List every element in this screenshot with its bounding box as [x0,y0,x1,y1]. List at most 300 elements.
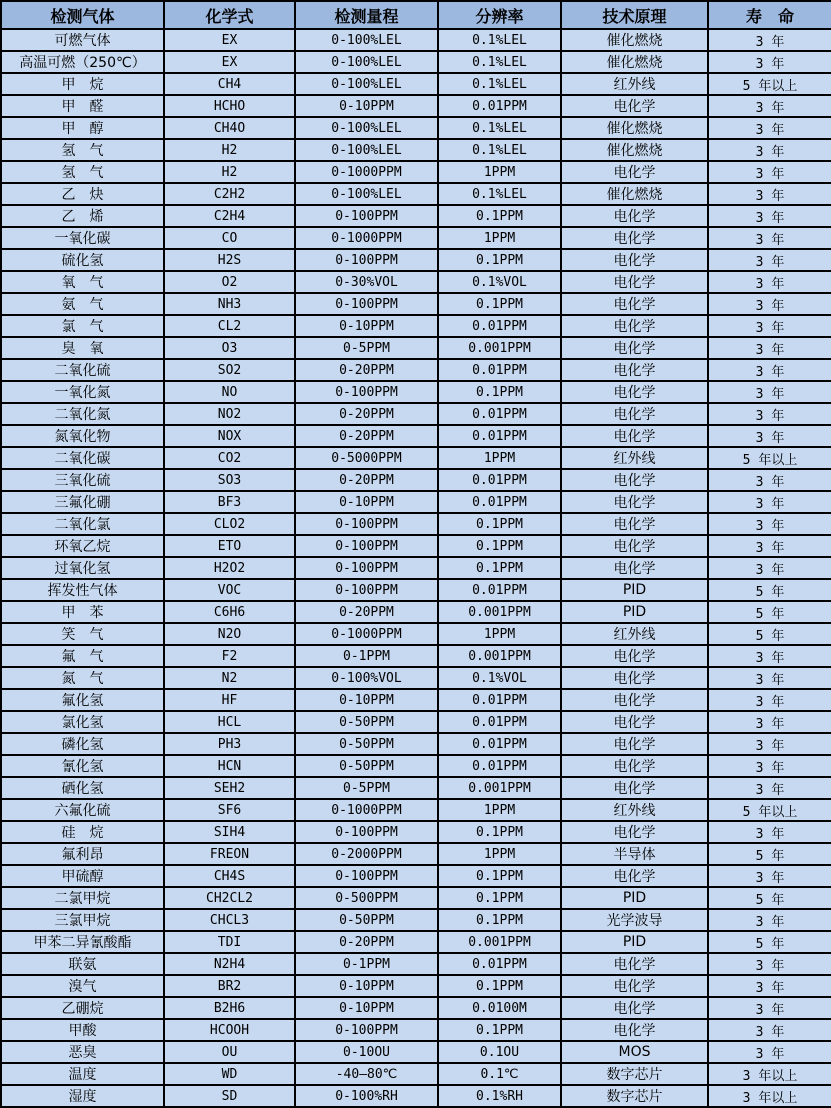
principle-cell: PID [561,579,708,601]
table-row [1,601,831,623]
gas-name-cell: 可燃气体 [1,29,164,51]
formula-cell: CH4 [164,73,295,95]
range-cell: 0-100PPM [295,579,438,601]
resolution-cell: 0.01PPM [438,491,561,513]
table-row [1,997,831,1019]
formula-cell: WD [164,1063,295,1085]
resolution-cell: 0.1OU [438,1041,561,1063]
resolution-cell: 0.1%LEL [438,183,561,205]
formula-cell: ETO [164,535,295,557]
table-row [1,95,831,117]
formula-cell: CHCL3 [164,909,295,931]
resolution-cell: 0.1PPM [438,249,561,271]
formula-cell: NH3 [164,293,295,315]
table-row [1,139,831,161]
range-cell: 0-100%LEL [295,29,438,51]
resolution-cell: 0.01PPM [438,425,561,447]
resolution-cell: 0.1PPM [438,865,561,887]
lifespan-cell: 3 年 [708,667,831,689]
formula-cell: NO2 [164,403,295,425]
table-row [1,909,831,931]
table-row [1,843,831,865]
principle-cell: 电化学 [561,953,708,975]
lifespan-cell: 5 年以上 [708,799,831,821]
range-cell: 0-50PPM [295,755,438,777]
formula-cell: TDI [164,931,295,953]
formula-cell: N2 [164,667,295,689]
column-header-principle: 技术原理 [561,1,708,29]
principle-cell: 红外线 [561,623,708,645]
principle-cell: 电化学 [561,777,708,799]
principle-cell: 电化学 [561,403,708,425]
table-row [1,513,831,535]
resolution-cell: 0.01PPM [438,315,561,337]
formula-cell: SO3 [164,469,295,491]
resolution-cell: 0.0100M [438,997,561,1019]
gas-name-cell: 氟利昂 [1,843,164,865]
principle-cell: 催化燃烧 [561,29,708,51]
principle-cell: 催化燃烧 [561,139,708,161]
range-cell: 0-100%LEL [295,51,438,73]
lifespan-cell: 3 年 [708,711,831,733]
gas-name-cell: 一氧化氮 [1,381,164,403]
table-row [1,799,831,821]
gas-name-cell: 氟化氢 [1,689,164,711]
table-row [1,491,831,513]
lifespan-cell: 3 年 [708,29,831,51]
range-cell: 0-100PPM [295,865,438,887]
resolution-cell: 0.001PPM [438,337,561,359]
gas-name-cell: 硫化氢 [1,249,164,271]
formula-cell: FREON [164,843,295,865]
range-cell: 0-1000PPM [295,623,438,645]
lifespan-cell: 3 年 [708,491,831,513]
formula-cell: SF6 [164,799,295,821]
principle-cell: 电化学 [561,667,708,689]
principle-cell: 半导体 [561,843,708,865]
gas-name-cell: 氰化氢 [1,755,164,777]
lifespan-cell: 5 年 [708,843,831,865]
formula-cell: PH3 [164,733,295,755]
gas-name-cell: 氯化氢 [1,711,164,733]
lifespan-cell: 3 年 [708,403,831,425]
table-row [1,865,831,887]
principle-cell: 电化学 [561,1019,708,1041]
gas-name-cell: 三氯甲烷 [1,909,164,931]
range-cell: 0-500PPM [295,887,438,909]
gas-name-cell: 二氧化氮 [1,403,164,425]
gas-name-cell: 甲 醛 [1,95,164,117]
principle-cell: 电化学 [561,645,708,667]
resolution-cell: 1PPM [438,161,561,183]
table-row [1,403,831,425]
lifespan-cell: 3 年 [708,953,831,975]
formula-cell: HCN [164,755,295,777]
formula-cell: SEH2 [164,777,295,799]
formula-cell: B2H6 [164,997,295,1019]
gas-name-cell: 一氧化碳 [1,227,164,249]
gas-name-cell: 氢 气 [1,139,164,161]
resolution-cell: 0.001PPM [438,645,561,667]
principle-cell: 电化学 [561,205,708,227]
gas-name-cell: 氮氧化物 [1,425,164,447]
range-cell: 0-100PPM [295,1019,438,1041]
table-row [1,293,831,315]
resolution-cell: 0.001PPM [438,601,561,623]
principle-cell: 红外线 [561,799,708,821]
principle-cell: 电化学 [561,95,708,117]
gas-name-cell: 甲酸 [1,1019,164,1041]
resolution-cell: 0.1%VOL [438,667,561,689]
header-row [1,1,831,29]
range-cell: 0-20PPM [295,359,438,381]
range-cell: 0-5000PPM [295,447,438,469]
principle-cell: PID [561,601,708,623]
formula-cell: BF3 [164,491,295,513]
range-cell: 0-100%VOL [295,667,438,689]
gas-name-cell: 硒化氢 [1,777,164,799]
gas-name-cell: 硅 烷 [1,821,164,843]
formula-cell: NOX [164,425,295,447]
formula-cell: OU [164,1041,295,1063]
gas-name-cell: 氢 气 [1,161,164,183]
principle-cell: MOS [561,1041,708,1063]
principle-cell: 电化学 [561,315,708,337]
resolution-cell: 0.001PPM [438,931,561,953]
range-cell: 0-50PPM [295,711,438,733]
resolution-cell: 1PPM [438,227,561,249]
lifespan-cell: 3 年 [708,117,831,139]
gas-name-cell: 二氯甲烷 [1,887,164,909]
formula-cell: BR2 [164,975,295,997]
table-row [1,425,831,447]
range-cell: 0-10PPM [295,491,438,513]
formula-cell: C2H4 [164,205,295,227]
range-cell: 0-100%LEL [295,183,438,205]
range-cell: 0-100PPM [295,557,438,579]
resolution-cell: 0.01PPM [438,95,561,117]
table-body [1,29,831,1107]
resolution-cell: 0.1PPM [438,513,561,535]
table-row [1,315,831,337]
principle-cell: 电化学 [561,711,708,733]
formula-cell: N2O [164,623,295,645]
resolution-cell: 1PPM [438,623,561,645]
range-cell: -40—80℃ [295,1063,438,1085]
formula-cell: SO2 [164,359,295,381]
range-cell: 0-100PPM [295,535,438,557]
lifespan-cell: 3 年 [708,513,831,535]
formula-cell: H2 [164,139,295,161]
lifespan-cell: 3 年 [708,359,831,381]
principle-cell: 光学波导 [561,909,708,931]
principle-cell: PID [561,887,708,909]
lifespan-cell: 3 年 [708,337,831,359]
resolution-cell: 0.1PPM [438,293,561,315]
range-cell: 0-100%RH [295,1085,438,1107]
resolution-cell: 0.1%VOL [438,271,561,293]
gas-name-cell: 甲 苯 [1,601,164,623]
formula-cell: HCHO [164,95,295,117]
gas-name-cell: 过氧化氢 [1,557,164,579]
formula-cell: O2 [164,271,295,293]
table-header [1,1,831,29]
lifespan-cell: 3 年 [708,271,831,293]
formula-cell: HF [164,689,295,711]
range-cell: 0-10PPM [295,689,438,711]
table-row [1,667,831,689]
lifespan-cell: 3 年以上 [708,1063,831,1085]
resolution-cell: 0.1%LEL [438,51,561,73]
principle-cell: 电化学 [561,513,708,535]
range-cell: 0-1PPM [295,953,438,975]
range-cell: 0-1PPM [295,645,438,667]
table-row [1,777,831,799]
lifespan-cell: 3 年 [708,535,831,557]
formula-cell: SD [164,1085,295,1107]
table-row [1,623,831,645]
formula-cell: VOC [164,579,295,601]
table-row [1,205,831,227]
resolution-cell: 0.1%LEL [438,29,561,51]
resolution-cell: 0.01PPM [438,579,561,601]
gas-name-cell: 湿度 [1,1085,164,1107]
principle-cell: 电化学 [561,469,708,491]
resolution-cell: 0.01PPM [438,469,561,491]
range-cell: 0-100%LEL [295,73,438,95]
formula-cell: N2H4 [164,953,295,975]
gas-name-cell: 乙 烯 [1,205,164,227]
table-row [1,733,831,755]
range-cell: 0-100%LEL [295,139,438,161]
gas-name-cell: 高温可燃（250℃） [1,51,164,73]
lifespan-cell: 3 年 [708,557,831,579]
range-cell: 0-100PPM [295,293,438,315]
resolution-cell: 0.1PPM [438,535,561,557]
gas-name-cell: 氯 气 [1,315,164,337]
gas-name-cell: 氨 气 [1,293,164,315]
gas-name-cell: 恶臭 [1,1041,164,1063]
formula-cell: H2S [164,249,295,271]
table-row [1,931,831,953]
table-row [1,447,831,469]
table-row [1,469,831,491]
lifespan-cell: 3 年以上 [708,1085,831,1107]
formula-cell: CO2 [164,447,295,469]
gas-name-cell: 乙 炔 [1,183,164,205]
table-row [1,821,831,843]
principle-cell: 电化学 [561,535,708,557]
resolution-cell: 0.01PPM [438,689,561,711]
lifespan-cell: 3 年 [708,381,831,403]
range-cell: 0-10PPM [295,975,438,997]
resolution-cell: 0.1PPM [438,887,561,909]
table-row [1,381,831,403]
lifespan-cell: 3 年 [708,161,831,183]
formula-cell: C2H2 [164,183,295,205]
range-cell: 0-100%LEL [295,117,438,139]
gas-name-cell: 二氧化碳 [1,447,164,469]
resolution-cell: 0.01PPM [438,403,561,425]
resolution-cell: 0.1%LEL [438,139,561,161]
lifespan-cell: 3 年 [708,227,831,249]
range-cell: 0-100PPM [295,821,438,843]
table-row [1,689,831,711]
gas-name-cell: 臭 氧 [1,337,164,359]
table-row [1,73,831,95]
principle-cell: 电化学 [561,359,708,381]
formula-cell: H2 [164,161,295,183]
table-row [1,535,831,557]
formula-cell: CL2 [164,315,295,337]
gas-name-cell: 六氟化硫 [1,799,164,821]
formula-cell: CH2CL2 [164,887,295,909]
range-cell: 0-10PPM [295,315,438,337]
principle-cell: 电化学 [561,161,708,183]
principle-cell: 电化学 [561,271,708,293]
table-row [1,711,831,733]
range-cell: 0-100PPM [295,381,438,403]
resolution-cell: 0.1%LEL [438,117,561,139]
lifespan-cell: 5 年以上 [708,73,831,95]
range-cell: 0-1000PPM [295,799,438,821]
range-cell: 0-50PPM [295,909,438,931]
table-row [1,953,831,975]
range-cell: 0-100PPM [295,205,438,227]
principle-cell: 电化学 [561,733,708,755]
gas-name-cell: 二氧化硫 [1,359,164,381]
lifespan-cell: 3 年 [708,777,831,799]
principle-cell: 电化学 [561,337,708,359]
lifespan-cell: 3 年 [708,95,831,117]
principle-cell: 红外线 [561,447,708,469]
gas-name-cell: 二氧化氯 [1,513,164,535]
resolution-cell: 0.1PPM [438,821,561,843]
range-cell: 0-1000PPM [295,227,438,249]
resolution-cell: 0.01PPM [438,711,561,733]
column-header-range: 检测量程 [295,1,438,29]
resolution-cell: 0.1℃ [438,1063,561,1085]
column-header-lifespan: 寿 命 [708,1,831,29]
gas-name-cell: 乙硼烷 [1,997,164,1019]
formula-cell: CLO2 [164,513,295,535]
gas-name-cell: 磷化氢 [1,733,164,755]
principle-cell: 数字芯片 [561,1063,708,1085]
resolution-cell: 0.1PPM [438,1019,561,1041]
formula-cell: HCL [164,711,295,733]
lifespan-cell: 3 年 [708,249,831,271]
lifespan-cell: 3 年 [708,315,831,337]
lifespan-cell: 3 年 [708,997,831,1019]
range-cell: 0-100PPM [295,249,438,271]
table-row [1,359,831,381]
lifespan-cell: 5 年 [708,601,831,623]
formula-cell: CH4O [164,117,295,139]
resolution-cell: 1PPM [438,447,561,469]
gas-name-cell: 三氟化硼 [1,491,164,513]
table-row [1,183,831,205]
formula-cell: EX [164,29,295,51]
lifespan-cell: 3 年 [708,1041,831,1063]
principle-cell: 电化学 [561,821,708,843]
gas-name-cell: 氮 气 [1,667,164,689]
resolution-cell: 0.1PPM [438,557,561,579]
table-row [1,755,831,777]
gas-name-cell: 甲 烷 [1,73,164,95]
table-row [1,29,831,51]
gas-name-cell: 联氨 [1,953,164,975]
table-row [1,227,831,249]
resolution-cell: 1PPM [438,799,561,821]
table-row [1,1063,831,1085]
principle-cell: 电化学 [561,557,708,579]
range-cell: 0-50PPM [295,733,438,755]
principle-cell: 数字芯片 [561,1085,708,1107]
lifespan-cell: 5 年 [708,887,831,909]
range-cell: 0-20PPM [295,425,438,447]
principle-cell: 催化燃烧 [561,51,708,73]
principle-cell: 催化燃烧 [561,183,708,205]
table-row [1,1085,831,1107]
table-row [1,975,831,997]
table-row [1,887,831,909]
resolution-cell: 0.001PPM [438,777,561,799]
lifespan-cell: 5 年以上 [708,447,831,469]
lifespan-cell: 3 年 [708,183,831,205]
column-header-resolution: 分辨率 [438,1,561,29]
formula-cell: O3 [164,337,295,359]
lifespan-cell: 3 年 [708,733,831,755]
principle-cell: 电化学 [561,755,708,777]
table-row [1,337,831,359]
formula-cell: C6H6 [164,601,295,623]
formula-cell: CH4S [164,865,295,887]
resolution-cell: 1PPM [438,843,561,865]
formula-cell: F2 [164,645,295,667]
resolution-cell: 0.01PPM [438,953,561,975]
principle-cell: 电化学 [561,249,708,271]
gas-name-cell: 氟 气 [1,645,164,667]
gas-name-cell: 甲硫醇 [1,865,164,887]
principle-cell: 电化学 [561,491,708,513]
gas-name-cell: 溴气 [1,975,164,997]
range-cell: 0-5PPM [295,337,438,359]
lifespan-cell: 3 年 [708,645,831,667]
lifespan-cell: 3 年 [708,139,831,161]
lifespan-cell: 3 年 [708,205,831,227]
lifespan-cell: 5 年 [708,579,831,601]
gas-name-cell: 甲 醇 [1,117,164,139]
table-row [1,557,831,579]
resolution-cell: 0.01PPM [438,755,561,777]
lifespan-cell: 3 年 [708,909,831,931]
gas-name-cell: 三氧化硫 [1,469,164,491]
range-cell: 0-20PPM [295,601,438,623]
principle-cell: 电化学 [561,425,708,447]
table-row [1,249,831,271]
lifespan-cell: 3 年 [708,469,831,491]
gas-name-cell: 温度 [1,1063,164,1085]
range-cell: 0-10OU [295,1041,438,1063]
column-header-formula: 化学式 [164,1,295,29]
resolution-cell: 0.1PPM [438,205,561,227]
principle-cell: 电化学 [561,381,708,403]
formula-cell: CO [164,227,295,249]
formula-cell: HCOOH [164,1019,295,1041]
resolution-cell: 0.1PPM [438,381,561,403]
lifespan-cell: 3 年 [708,425,831,447]
principle-cell: 电化学 [561,689,708,711]
